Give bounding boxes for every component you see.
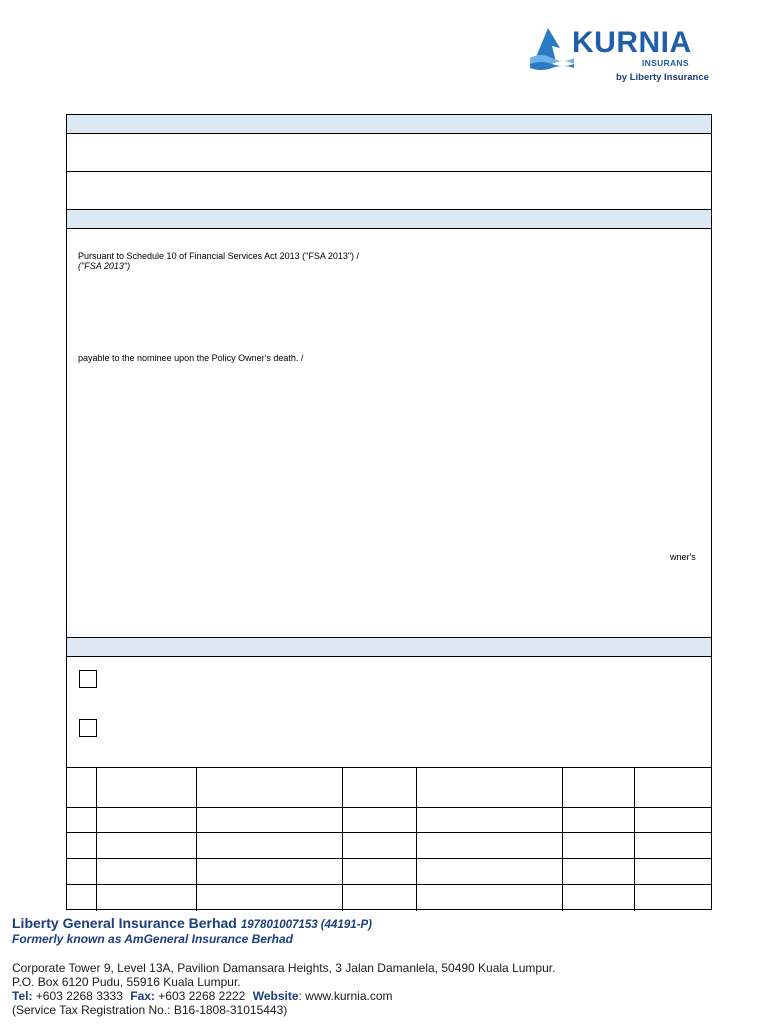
table-cell[interactable] [634, 833, 711, 859]
table-cell [562, 768, 634, 808]
website-link[interactable]: : www.kurnia.com [298, 989, 393, 1003]
table-cell[interactable] [196, 808, 342, 833]
table-cell[interactable] [342, 885, 416, 911]
table-cell[interactable] [67, 859, 96, 885]
table-cell [96, 768, 196, 808]
table-row [67, 885, 711, 911]
table-row [67, 833, 711, 859]
nomination-form [66, 114, 712, 910]
company-name: Liberty General Insurance Berhad [12, 915, 237, 931]
table-cell[interactable] [96, 859, 196, 885]
footer-contact-line [12, 989, 393, 1003]
tel-label: Tel: [12, 989, 33, 1003]
table-cell[interactable] [342, 833, 416, 859]
table-cell[interactable] [416, 885, 562, 911]
divider [67, 133, 711, 134]
option-checkbox-2[interactable] [79, 719, 97, 737]
payable-text: payable to the nominee upon the Policy Owner's death. / [78, 353, 304, 363]
logo-subtitle: INSURANS [642, 58, 689, 68]
table-cell[interactable] [67, 808, 96, 833]
table-cell [67, 768, 96, 808]
table-cell[interactable] [196, 885, 342, 911]
divider [67, 656, 711, 657]
logo-tagline: by Liberty Insurance [616, 72, 709, 83]
table-cell [634, 768, 711, 808]
section-header-2 [67, 210, 711, 228]
table-cell[interactable] [562, 808, 634, 833]
table-cell[interactable] [562, 859, 634, 885]
footer-service-tax: (Service Tax Registration No.: B16-1808-31015443) [12, 1003, 288, 1017]
section-header-1 [67, 115, 711, 133]
table-cell[interactable] [96, 808, 196, 833]
table-cell[interactable] [634, 808, 711, 833]
table-cell[interactable] [634, 885, 711, 911]
table-cell [196, 768, 342, 808]
table-cell[interactable] [416, 833, 562, 859]
table-cell[interactable] [342, 859, 416, 885]
nominee-table [67, 767, 711, 911]
table-cell[interactable] [634, 859, 711, 885]
divider [67, 171, 711, 172]
fax-label: Fax: [130, 989, 155, 1003]
company-logo [530, 24, 710, 86]
table-cell[interactable] [67, 885, 96, 911]
company-registration: 197801007153 (44191-P) [240, 919, 372, 931]
owner-fragment-text: wner's [670, 552, 696, 562]
table-cell[interactable] [96, 833, 196, 859]
divider [67, 228, 711, 229]
table-cell[interactable] [67, 833, 96, 859]
table-cell[interactable] [196, 859, 342, 885]
table-cell[interactable] [342, 808, 416, 833]
tel-value: +603 2268 3333 [35, 989, 123, 1003]
table-row [67, 808, 711, 833]
footer-address-line-1: Corporate Tower 9, Level 13A, Pavilion Damansara Heights, 3 Jalan Damanlela, 50490 Kuala Lumpur. [12, 961, 556, 975]
table-cell[interactable] [96, 885, 196, 911]
table-row [67, 859, 711, 885]
declaration-italic-text: ("FSA 2013") [78, 261, 131, 271]
table-cell[interactable] [562, 885, 634, 911]
footer-address-line-2: P.O. Box 6120 Pudu, 55916 Kuala Lumpur. [12, 975, 241, 989]
option-checkbox-1[interactable] [79, 670, 97, 688]
table-cell[interactable] [416, 859, 562, 885]
website-label: Website [252, 989, 299, 1003]
table-cell[interactable] [562, 833, 634, 859]
shark-fin-logo-icon [530, 26, 574, 70]
table-cell [416, 768, 562, 808]
section-header-3 [67, 638, 711, 656]
footer-formerly: Formerly known as AmGeneral Insurance Berhad [12, 932, 293, 946]
footer-company [12, 915, 372, 931]
table-cell [342, 768, 416, 808]
table-cell[interactable] [416, 808, 562, 833]
table-header-row [67, 768, 711, 808]
table-cell[interactable] [196, 833, 342, 859]
logo-wordmark: KURNIA [572, 26, 692, 59]
fax-value: +603 2268 2222 [158, 989, 246, 1003]
declaration-text: Pursuant to Schedule 10 of Financial Services Act 2013 ("FSA 2013") / [78, 251, 360, 261]
